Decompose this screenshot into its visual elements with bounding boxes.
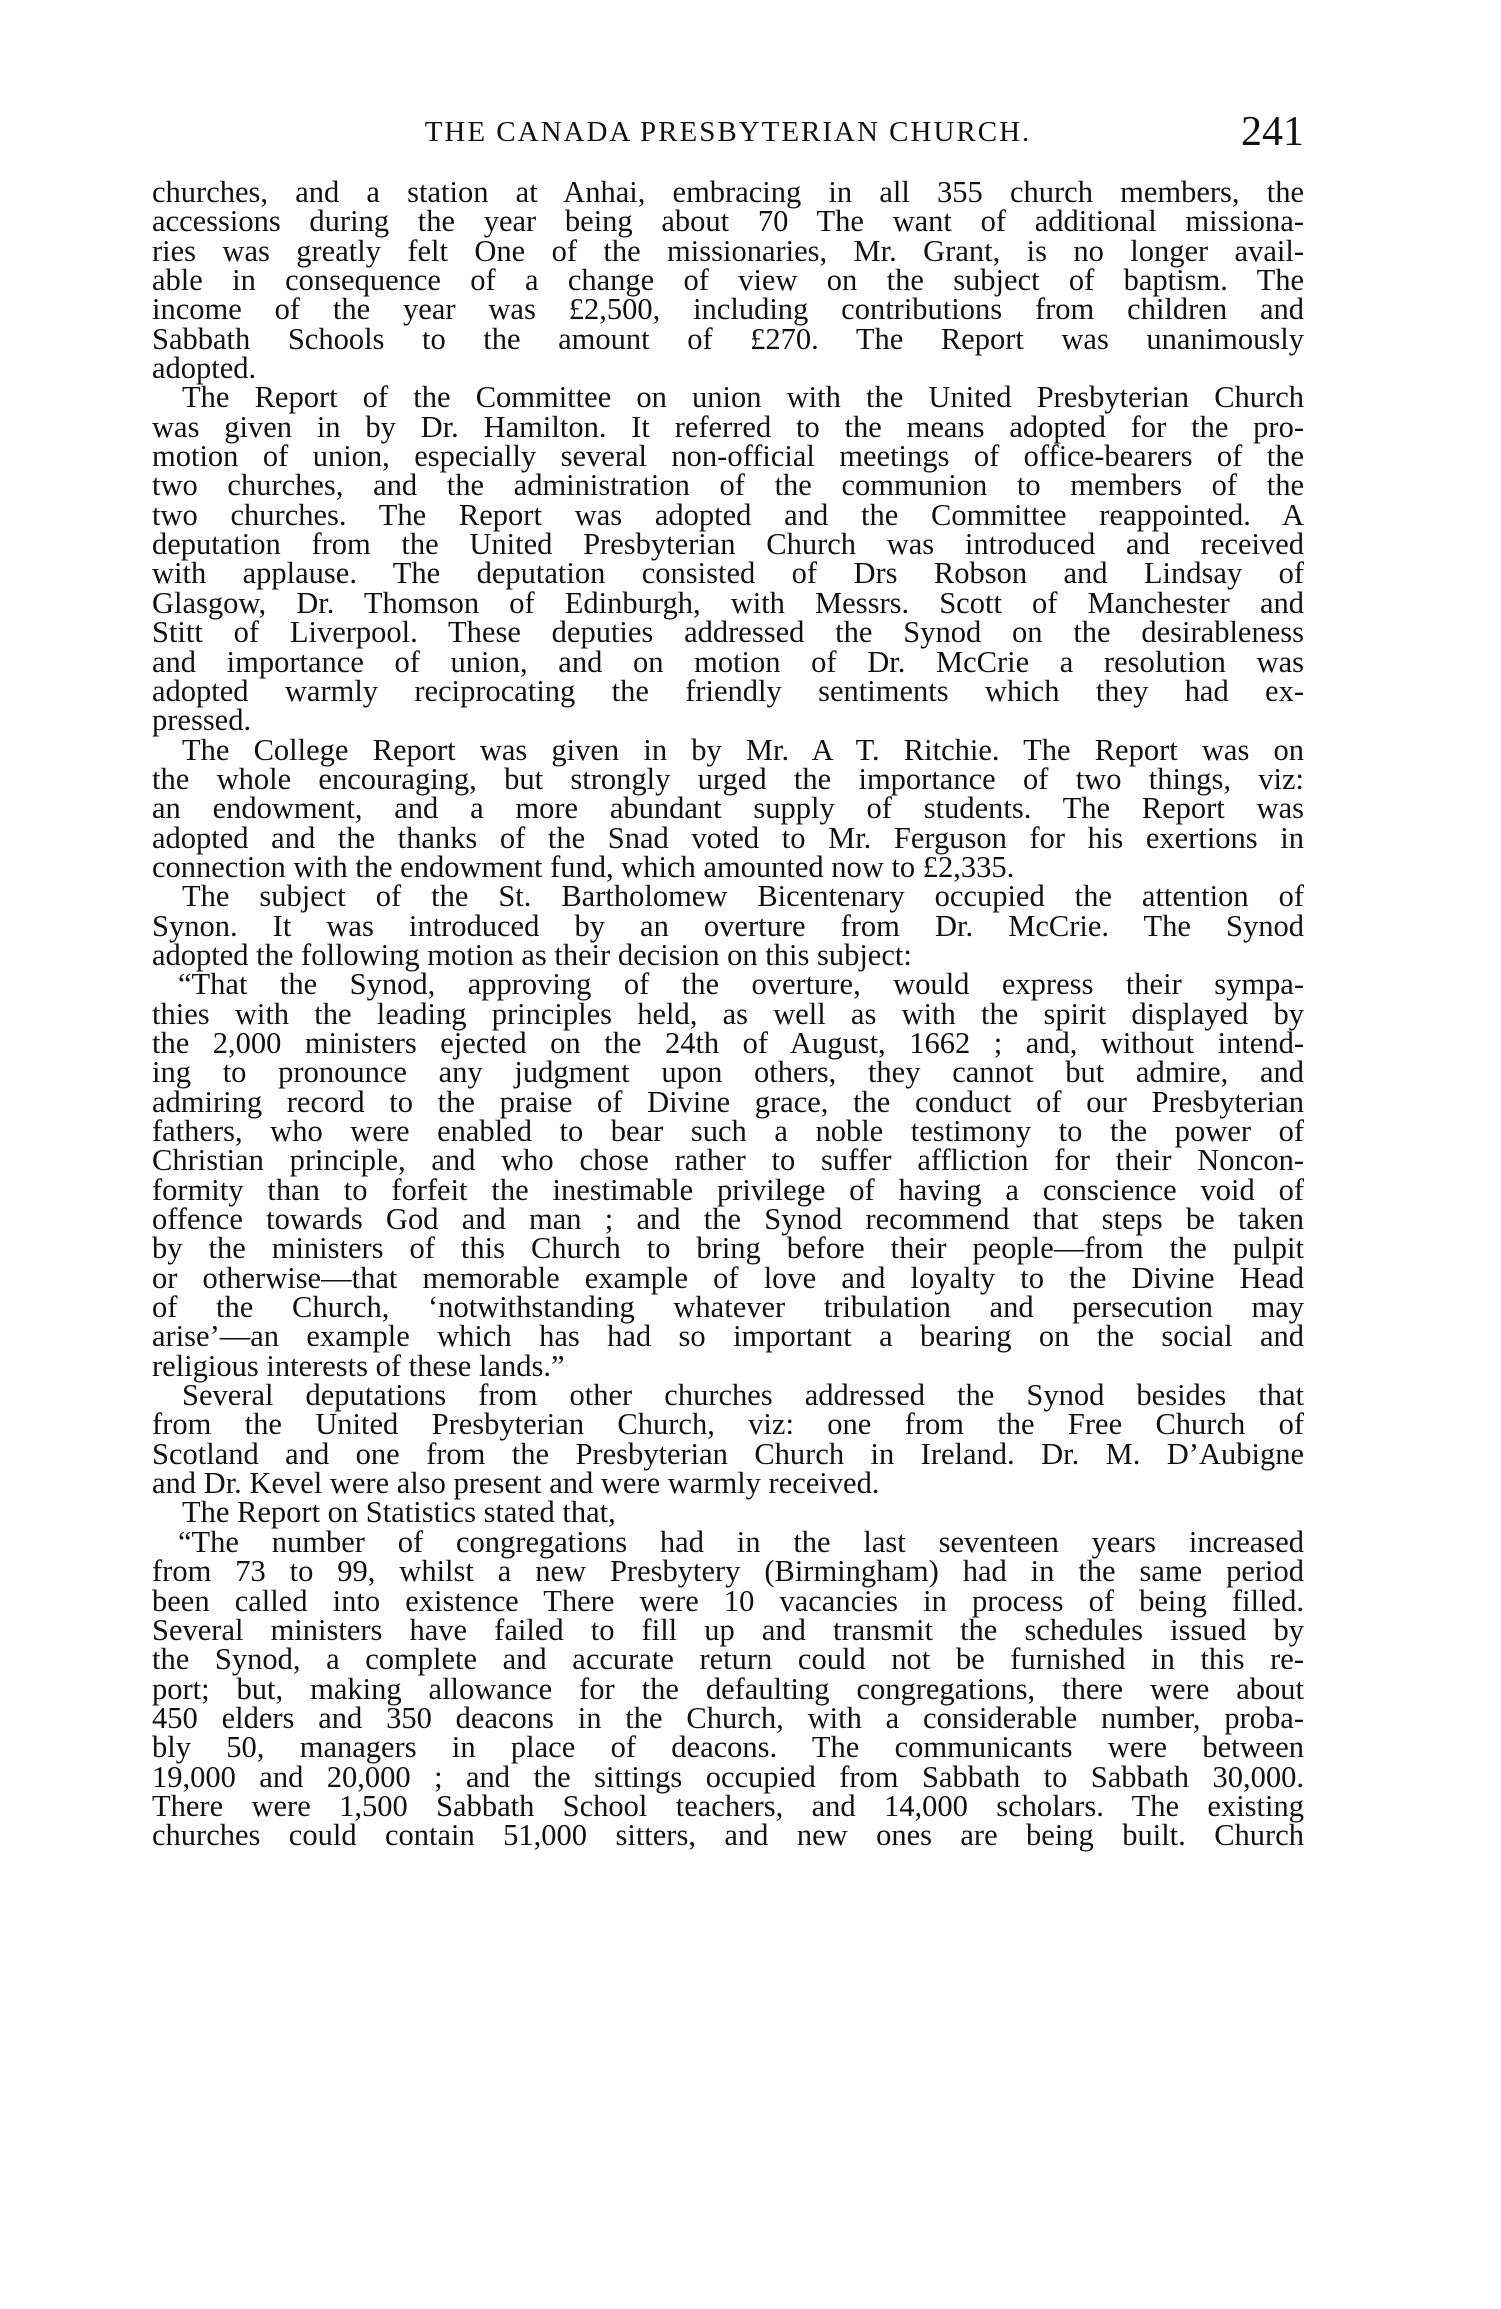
text-line: by the ministers of this Church to bring before their people—from the pulpit: [152, 1231, 1304, 1266]
text-line: Christian principle, and who chose rather to suffer affliction for their Noncon-: [152, 1143, 1304, 1178]
text-line: the 2,000 ministers ejected on the 24th of August, 1662 ; and, without intend-: [152, 1025, 1304, 1060]
text-line: two churches. The Report was adopted and the Committee reappointed. A: [152, 497, 1304, 532]
page-number: 241: [1241, 109, 1304, 155]
text-line: the Synod, a complete and accurate return could not be furnished in this re-: [152, 1642, 1304, 1677]
text-line: adopted and the thanks of the Snad voted to Mr. Ferguson for his exertions in: [152, 820, 1304, 855]
text-line: and Dr. Kevel were also present and were warmly received.: [152, 1466, 880, 1501]
text-line: The College Report was given in by Mr. A T. Ritchie. The Report was on: [182, 732, 1304, 767]
text-line: ries was greatly felt One of the missionaries, Mr. Grant, is no longer avail-: [152, 233, 1304, 268]
text-line: The Report on Statistics stated that,: [182, 1495, 616, 1530]
text-line: offence towards God and man ; and the Synod recommend that steps be taken: [152, 1202, 1304, 1237]
text-line: adopted the following motion as their decision on this subject:: [152, 937, 912, 972]
text-line: formity than to forfeit the inestimable privilege of having a conscience void of: [152, 1172, 1304, 1207]
text-line: motion of union, especially several non-official meetings of office-bearers of the: [152, 439, 1304, 474]
body-text: [152, 175, 1304, 1853]
text-line: income of the year was £2,500, including contributions from children and: [152, 292, 1304, 327]
text-line: thies with the leading principles held, as well as with the spirit displayed by: [152, 996, 1304, 1031]
running-title: THE CANADA PRESBYTERIAN CHURCH.: [424, 116, 1032, 148]
text-line: adopted.: [152, 351, 257, 386]
text-line: bly 50, managers in place of deacons. The communicants were between: [152, 1730, 1304, 1765]
text-line: or otherwise—that memorable example of love and loyalty to the Divine Head: [152, 1260, 1304, 1295]
text-line: adopted warmly reciprocating the friendly sentiments which they had ex-: [152, 673, 1304, 708]
paragraph-continuation: [152, 175, 1304, 386]
text-line: 19,000 and 20,000 ; and the sittings occupied from Sabbath to Sabbath 30,000.: [152, 1759, 1304, 1794]
text-line: Stitt of Liverpool. These deputies addressed the Synod on the desirableness: [152, 615, 1304, 650]
paragraph-union-report: [152, 380, 1304, 738]
text-line: churches, and a station at Anhai, embracing in all 355 church members, the: [152, 175, 1304, 209]
paragraph-college-report: [152, 732, 1304, 884]
text-line: “The number of congregations had in the last seventeen years increased: [178, 1524, 1304, 1559]
text-line: pressed.: [152, 703, 252, 738]
paragraph-deputations: [152, 1378, 1304, 1501]
text-line: The subject of the St. Bartholomew Bicentenary occupied the attention of: [182, 879, 1304, 914]
text-line: an endowment, and a more abundant supply of students. The Report was: [152, 791, 1304, 826]
paragraph-motion-quote: [152, 967, 1304, 1383]
text-line: with applause. The deputation consisted of Drs Robson and Lindsay of: [152, 556, 1304, 591]
text-line: port; but, making allowance for the defaulting congregations, there were about: [152, 1671, 1304, 1706]
text-line: religious interests of these lands.”: [152, 1348, 565, 1383]
text-line: two churches, and the administration of the communion to members of the: [152, 468, 1304, 503]
text-line: ing to pronounce any judgment upon others, they cannot but admire, and: [152, 1055, 1304, 1090]
text-line: able in consequence of a change of view on the subject of baptism. The: [152, 263, 1304, 298]
paragraph-statistics-quote: [152, 1524, 1304, 1853]
text-line: churches could contain 51,000 sitters, and new ones are being built. Church: [152, 1818, 1304, 1853]
text-line: There were 1,500 Sabbath School teachers, and 14,000 scholars. The existing: [152, 1788, 1304, 1823]
text-line: of the Church, ‘notwithstanding whatever tribulation and persecution may: [152, 1290, 1304, 1325]
text-line: Scotland and one from the Presbyterian Church in Ireland. Dr. M. D’Aubigne: [152, 1436, 1304, 1471]
text-line: accessions during the year being about 70 The want of additional missiona-: [152, 204, 1304, 239]
text-line: been called into existence There were 10 vacancies in process of being filled.: [152, 1583, 1304, 1618]
text-line: Sabbath Schools to the amount of £270. The Report was unanimously: [152, 321, 1304, 356]
text-line: and importance of union, and on motion of Dr. McCrie a resolution was: [152, 644, 1304, 679]
text-line: Several ministers have failed to fill up and transmit the schedules issued by: [152, 1612, 1304, 1647]
text-line: the whole encouraging, but strongly urged the importance of two things, viz:: [152, 761, 1304, 796]
text-line: 450 elders and 350 deacons in the Church, with a considerable number, proba-: [152, 1700, 1304, 1735]
text-line: connection with the endowment fund, which amounted now to £2,335.: [152, 849, 1015, 884]
text-line: from 73 to 99, whilst a new Presbytery (Birmingham) had in the same period: [152, 1554, 1304, 1589]
text-line: deputation from the United Presbyterian Church was introduced and received: [152, 527, 1304, 562]
text-line: Synon. It was introduced by an overture from Dr. McCrie. The Synod: [152, 908, 1304, 943]
text-line: from the United Presbyterian Church, viz: one from the Free Church of: [152, 1407, 1304, 1442]
running-header: [152, 108, 1304, 156]
text-line: “That the Synod, approving of the overture, would express their sympa-: [178, 967, 1304, 1002]
text-line: Several deputations from other churches addressed the Synod besides that: [182, 1378, 1304, 1413]
text-line: was given in by Dr. Hamilton. It referred to the means adopted for the pro-: [152, 409, 1304, 444]
text-line: The Report of the Committee on union with the United Presbyterian Church: [182, 380, 1304, 415]
text-line: Glasgow, Dr. Thomson of Edinburgh, with Messrs. Scott of Manchester and: [152, 585, 1304, 620]
text-line: admiring record to the praise of Divine grace, the conduct of our Presbyterian: [152, 1084, 1304, 1119]
paragraph-bicentenary: [152, 879, 1304, 972]
paragraph-statistics-intro: [152, 1495, 1304, 1530]
text-line: fathers, who were enabled to bear such a noble testimony to the power of: [152, 1114, 1304, 1148]
text-line: arise’—an example which has had so important a bearing on the social and: [152, 1319, 1304, 1354]
